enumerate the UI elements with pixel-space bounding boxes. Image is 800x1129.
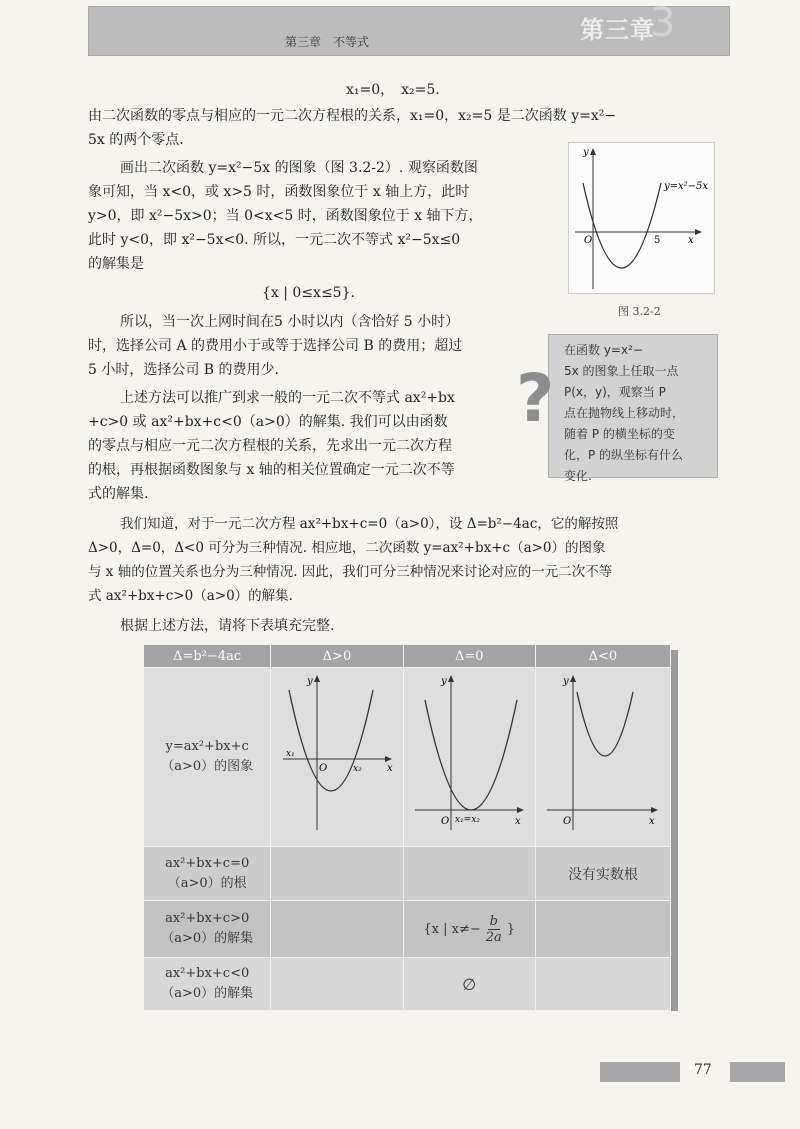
paragraph-line: +c>0 或 ax²+bx+c<0（a>0）的解集. 我们可以由函数 <box>88 414 448 430</box>
graph-cell-positive <box>271 668 403 847</box>
axis-y-label: y <box>562 676 569 687</box>
axis-y-label: y <box>306 676 313 687</box>
question-line: 点在抛物线上移动时， <box>564 406 685 420</box>
paragraph-line: 由二次函数的零点与相应的一元二次方程根的关系，x₁=0，x₂=5 是二次函数 y=x²− <box>88 108 617 124</box>
row-label-line: ax²+bx+c>0 <box>165 911 250 926</box>
solution-set-cell <box>403 901 535 958</box>
empty-set-cell: ∅ <box>403 958 535 1011</box>
footer-bar-left <box>600 1062 680 1082</box>
origin-label: O <box>584 235 593 246</box>
table-header-cell: Δ>0 <box>271 645 403 668</box>
root-x1-label: x₁ <box>285 749 295 759</box>
blank-cell[interactable] <box>271 901 403 958</box>
figure-parabola <box>568 142 715 294</box>
axis-x-label: x <box>648 816 655 827</box>
footer-bar-right <box>730 1062 785 1082</box>
fraction-numerator: b <box>489 913 498 929</box>
blank-cell[interactable] <box>271 847 403 901</box>
set-suffix: } <box>506 921 516 937</box>
row-label-line: （a>0）的解集 <box>161 986 254 1001</box>
paragraph-line: 的解集是 <box>88 256 144 272</box>
paragraph-line: 根据上述方法，请将下表填充完整. <box>120 618 335 634</box>
tick-label-5: 5 <box>654 235 661 246</box>
question-line: 在函数 y=x²− <box>564 343 643 357</box>
paragraph-line: 时，选择公司 A 的费用小于或等于选择公司 B 的费用；超过 <box>88 338 463 354</box>
paragraph-line: 的零点与相应一元二次方程根的关系，先求出一元二次方程 <box>88 438 452 454</box>
chapter-number-watermark: 3 <box>650 0 676 46</box>
solution-set: {x | 0≤x≤5}. <box>262 285 355 301</box>
graph-no-root <box>543 670 663 840</box>
axis-x-label: x <box>515 816 521 827</box>
blank-cell[interactable] <box>535 901 670 958</box>
table-row <box>144 668 671 847</box>
question-line: 化，P 的纵坐标有什么 <box>564 448 684 462</box>
table-row <box>144 847 671 901</box>
axis-x-label: x <box>688 235 694 246</box>
curve-label: y=x²−5x <box>664 181 709 192</box>
axis-y-label: y <box>441 676 447 687</box>
no-real-roots-cell: 没有实数根 <box>535 847 670 901</box>
question-line: 随着 P 的横坐标的变 <box>564 427 675 441</box>
paragraph-line: 的根，再根据函数图象与 x 轴的相关位置确定一元二次不等 <box>88 462 455 478</box>
paragraph-line: 上述方法可以推广到求一般的一元二次不等式 ax²+bx <box>120 390 455 406</box>
origin-label: O <box>441 816 450 827</box>
roots-equation: x₁=0， x₂=5. <box>346 82 440 98</box>
row-label-line: （a>0）的根 <box>167 875 247 891</box>
table-header-cell: Δ<0 <box>535 645 670 668</box>
discriminant-table <box>143 644 671 1011</box>
table-row <box>144 901 671 958</box>
origin-label: O <box>318 763 328 774</box>
parabola-graph <box>569 143 714 293</box>
question-line: P(x，y)，观察当 P <box>564 385 666 399</box>
table-header-cell: Δ=0 <box>403 645 535 668</box>
paragraph-line: y>0，即 x²−5x>0；当 0<x<5 时，函数图象位于 x 轴下方， <box>88 208 483 224</box>
graph-double-root <box>409 670 529 840</box>
graph-cell-zero <box>403 668 535 847</box>
question-mark-icon: ? <box>516 360 555 437</box>
figure-caption: 图 3.2-2 <box>618 305 661 318</box>
question-line: 5x 的图象上任取一点 <box>564 364 679 378</box>
row-label <box>144 668 271 847</box>
paragraph-line: 所以，当一次上网时间在5 小时以内（含恰好 5 小时） <box>120 314 460 330</box>
row-label <box>144 847 271 901</box>
blank-cell[interactable] <box>535 958 670 1011</box>
table-header-cell: Δ=b²−4ac <box>144 645 271 668</box>
row-label <box>144 958 271 1011</box>
row-label-line: （a>0）的图象 <box>161 759 254 774</box>
row-label-line: ax²+bx+c=0 <box>165 855 250 871</box>
blank-cell[interactable] <box>403 847 535 901</box>
double-root-label: x₁=x₂ <box>455 815 481 825</box>
paragraph-line: 此时 y<0，即 x²−5x<0. 所以，一元二次不等式 x²−5x≤0 <box>88 232 461 248</box>
axis-x-label: x <box>386 763 393 774</box>
paragraph-line: 式 ax²+bx+c>0（a>0）的解集. <box>88 588 293 604</box>
paragraph-line: 象可知，当 x<0，或 x>5 时，函数图象位于 x 轴上方，此时 <box>88 184 470 200</box>
page-number: 77 <box>694 1062 712 1078</box>
paragraph-line: 画出二次函数 y=x²−5x 的图象（图 3.2-2）. 观察函数图 <box>120 160 478 176</box>
row-label-line: ax²+bx+c<0 <box>165 966 250 981</box>
paragraph-line: 我们知道，对于一元二次方程 ax²+bx+c=0（a>0），设 Δ=b²−4ac，它的解按照 <box>120 516 619 532</box>
axis-y-label: y <box>583 147 589 158</box>
table-row <box>144 958 671 1011</box>
graph-two-roots <box>277 670 397 840</box>
row-label <box>144 901 271 958</box>
paragraph-line: 式的解集. <box>88 486 149 502</box>
graph-cell-negative <box>535 668 670 847</box>
running-header: 第三章 不等式 <box>285 35 370 49</box>
paragraph-line: 5 小时，选择公司 B 的费用少. <box>88 362 279 378</box>
table-header-row <box>144 645 671 668</box>
row-label-line: y=ax²+bx+c <box>165 739 249 754</box>
question-text <box>564 340 710 487</box>
chapter-tab: 第三章 <box>580 16 655 44</box>
root-x2-label: x₂ <box>352 764 362 774</box>
paragraph-line: 与 x 轴的位置关系也分为三种情况. 因此，我们可分三种情况来讨论对应的一元二次不等 <box>88 564 613 580</box>
fraction-denominator: 2a <box>485 929 502 945</box>
blank-cell[interactable] <box>271 958 403 1011</box>
origin-label: O <box>562 816 572 827</box>
row-label-line: （a>0）的解集 <box>161 931 254 946</box>
fraction <box>484 914 504 945</box>
paragraph-line: 5x 的两个零点. <box>88 132 184 148</box>
question-line: 变化. <box>564 469 592 483</box>
set-prefix: {x | x≠− <box>423 921 481 937</box>
paragraph-line: Δ>0，Δ=0，Δ<0 可分为三种情况. 相应地，二次函数 y=ax²+bx+c（a>0）的图象 <box>88 540 606 556</box>
